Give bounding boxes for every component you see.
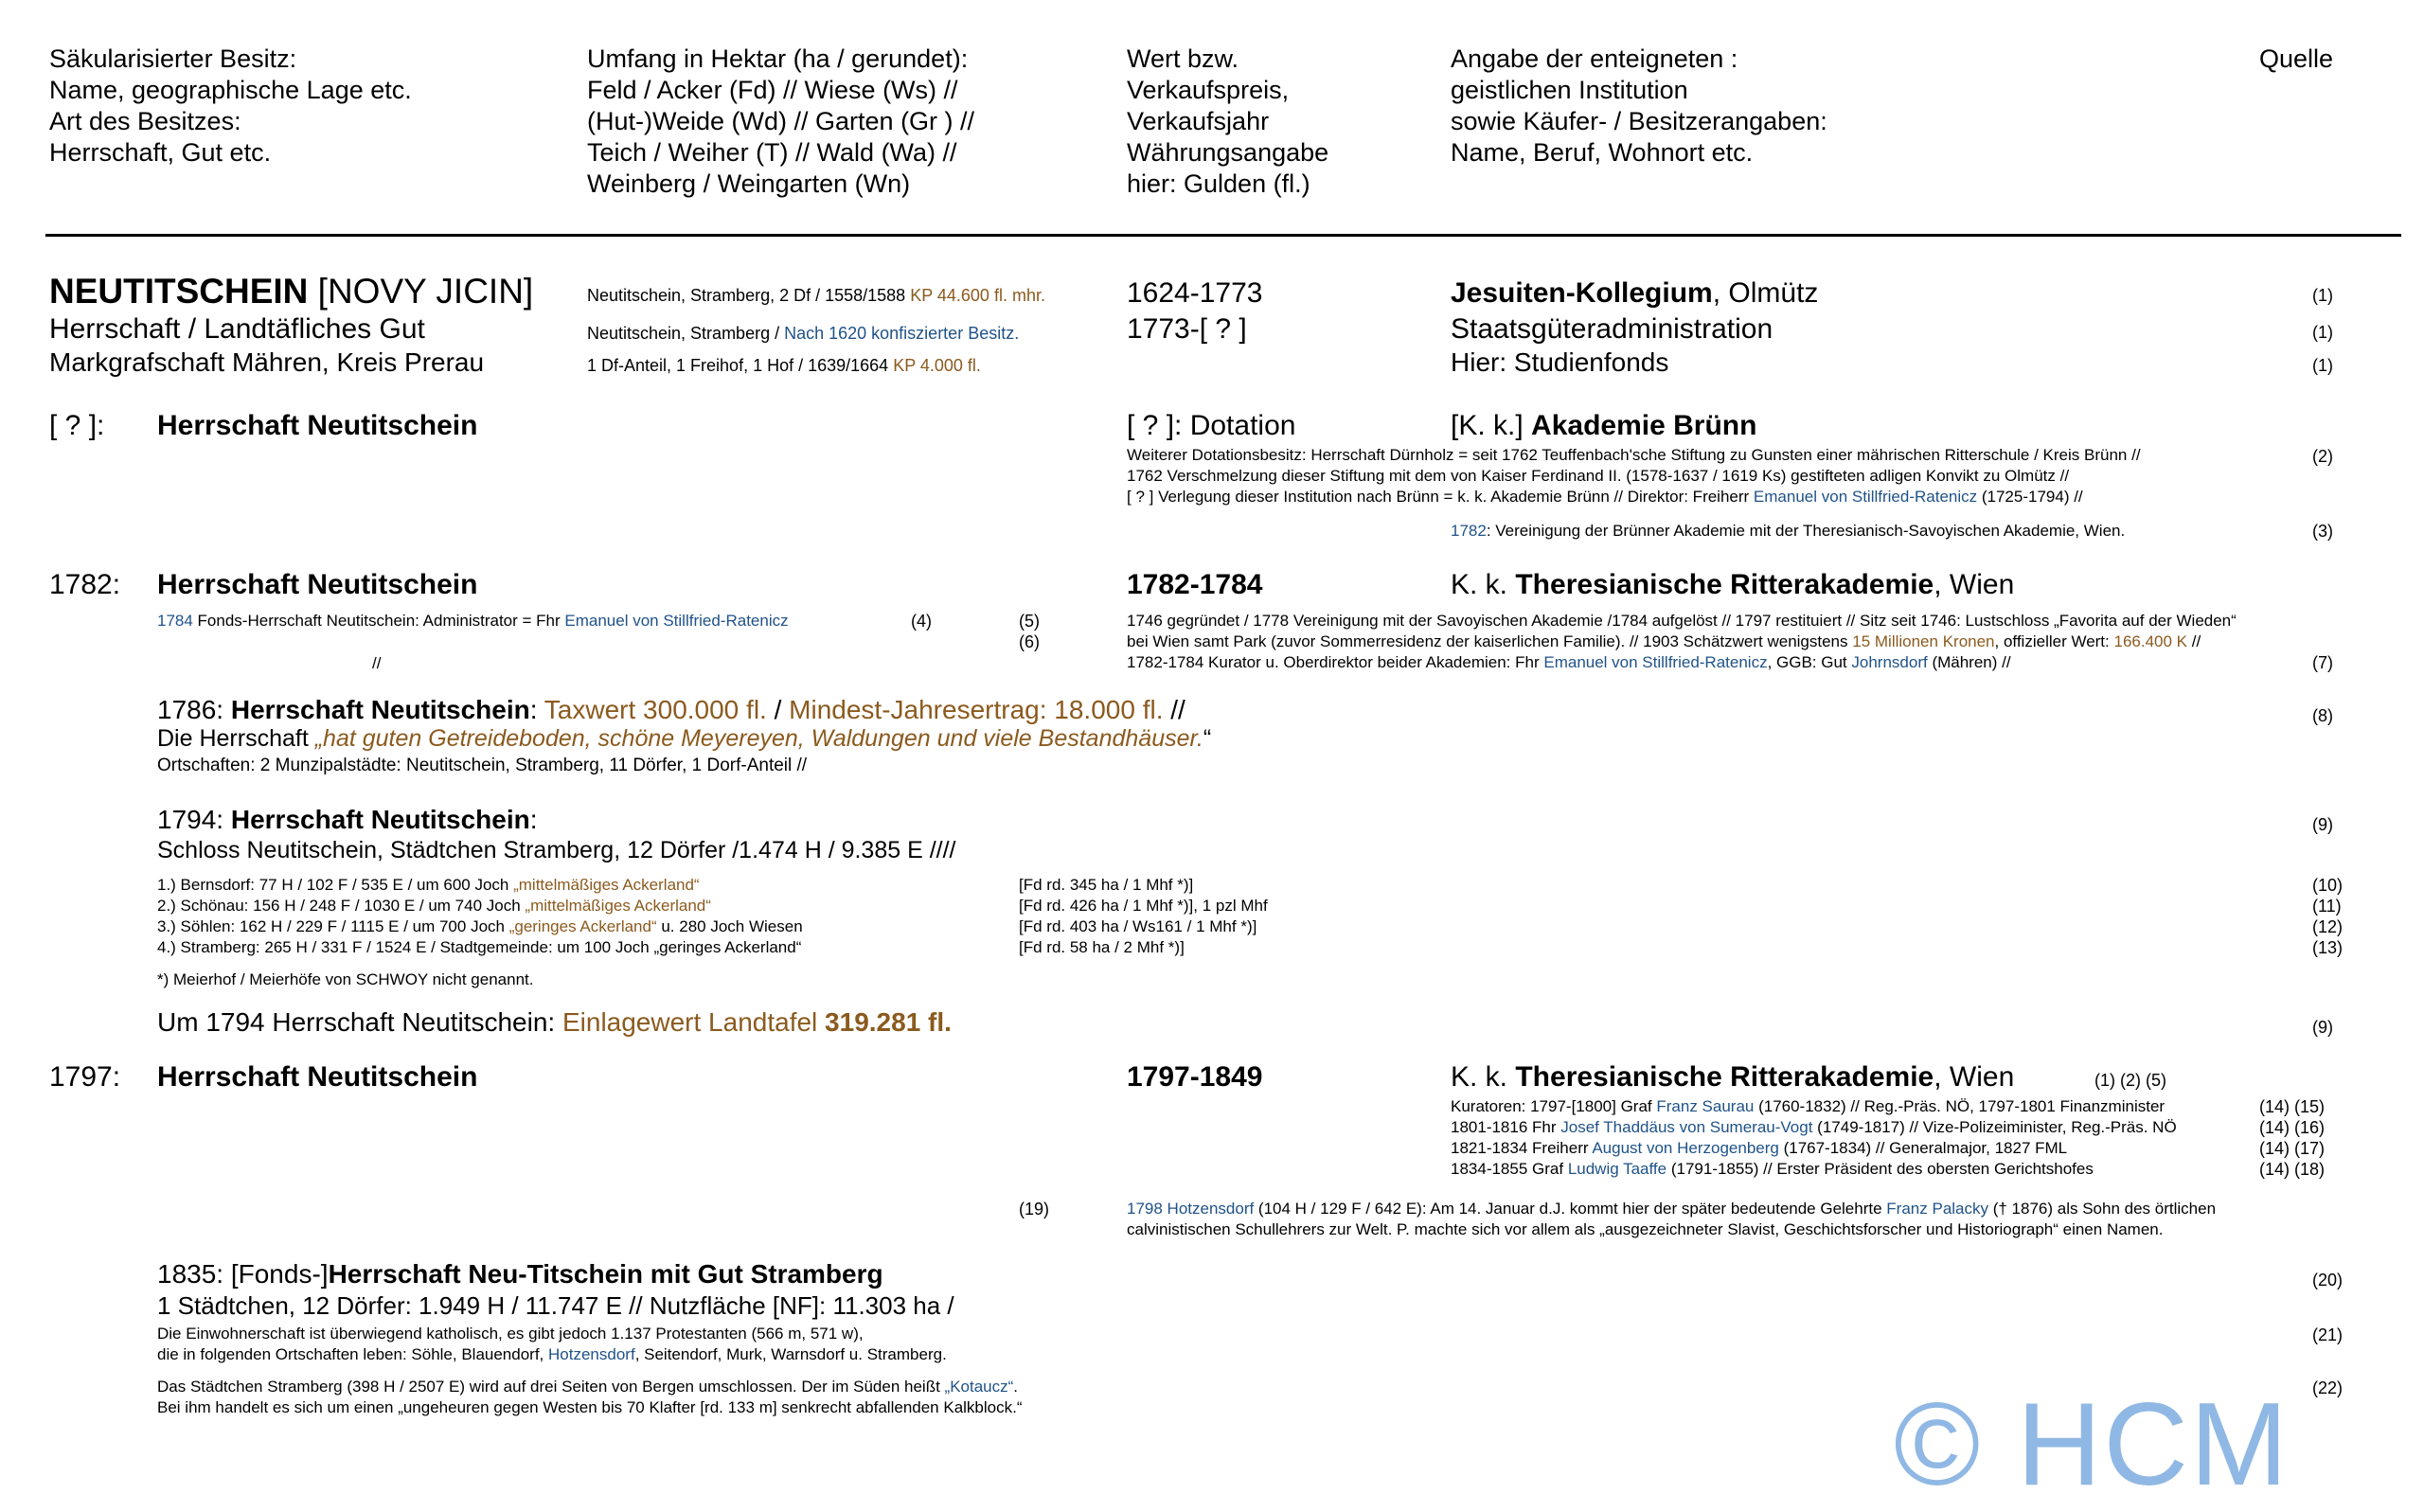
- header-col-extent: [587, 44, 974, 200]
- village-field: [Fd rd. 58 ha / 2 Mhf *)]: [1019, 938, 1185, 956]
- owner-place: , Wien: [1934, 569, 2015, 600]
- text: K. k.: [1451, 569, 1516, 600]
- text: :: [529, 805, 538, 834]
- header-text: Herrschaft, Gut etc.: [49, 138, 272, 167]
- year: 1782: [1451, 522, 1487, 540]
- header-text: sowie Käufer- / Besitzerangaben:: [1451, 107, 1827, 135]
- header-text: Teich / Weiher (T) // Wald (Wa) //: [587, 138, 957, 167]
- detail-line: [157, 1344, 947, 1365]
- confiscation-note: Nach 1620 konfiszierter Besitz.: [784, 324, 1020, 343]
- section-years: 1797-1849: [1127, 1061, 1263, 1093]
- block-1835-line1: [157, 1259, 883, 1290]
- extent-line3: [587, 355, 981, 376]
- text: 1794:: [157, 805, 231, 834]
- village-row: [157, 896, 711, 916]
- header-text: Umfang in Hektar (ha / gerundet):: [587, 44, 969, 73]
- curator-row: [1451, 1159, 2094, 1180]
- text: die in folgenden Ortschaften leben: Söhle, Blauendorf,: [157, 1345, 549, 1363]
- block-1786-line2: [157, 725, 1211, 753]
- person-name: Emanuel von Stillfried-Ratenicz: [1543, 653, 1768, 671]
- owner-name: Theresianische Ritterakademie: [1515, 569, 1934, 600]
- year: 1784: [157, 612, 193, 630]
- text: : Vereinigung der Brünner Akademie mit der Theresianisch-Savoyischen Akademie, Wien.: [1486, 522, 2126, 540]
- detail-line: [1127, 652, 2011, 673]
- detail-line: 1762 Verschmelzung dieser Stiftung mit dem von Kaiser Ferdinand II. (1578-1637 / 1619 Ks) gestifteten adligen Konvikt zu Olmütz //: [1127, 467, 2070, 485]
- detail-line: Die Einwohnerschaft ist überwiegend katholisch, es gibt jedoch 1.137 Protestanten (566 m, 571 w),: [157, 1325, 864, 1343]
- text: u. 280 Joch Wiesen: [656, 917, 803, 935]
- source-ref: (9): [2312, 815, 2333, 834]
- header-text: (Hut-)Weide (Wd) // Garten (Gr ) //: [587, 107, 975, 135]
- note-line: [157, 611, 789, 631]
- text: bei Wien samt Park (zuvor Sommerresidenz der kaiserlichen Familie). // 1903 Schätzwert wenigstens: [1127, 632, 1853, 650]
- header-text: Name, geographische Lage etc.: [49, 76, 412, 104]
- header-text: Währungsangabe: [1127, 138, 1329, 167]
- detail-line: 1746 gegründet / 1778 Vereinigung mit der Savoyischen Akademie /1784 aufgelöst // 1797 restituiert // Sitz seit 1746: Lustschloss „Favorita auf der Wieden“: [1127, 612, 2237, 630]
- place-name: Johrnsdorf: [1851, 653, 1928, 671]
- curator-row: [1451, 1138, 2067, 1159]
- source-ref: (6): [1019, 632, 1040, 651]
- text: [ ? ] Verlegung dieser Institution nach Brünn = k. k. Akademie Brünn // Direktor: Freiherr: [1127, 488, 1754, 506]
- estate-name: Herrschaft Neu-Titschein mit Gut Stramberg: [328, 1259, 883, 1289]
- header-text: Weinberg / Weingarten (Wn): [587, 169, 911, 198]
- source-ref: (4): [911, 612, 932, 631]
- text: K. k.: [1451, 1061, 1516, 1093]
- years-2: 1773-[ ? ]: [1127, 313, 1247, 345]
- soil-quality: „mittelmäßiges Ackerland“: [525, 897, 711, 915]
- separator-slashes: //: [372, 654, 382, 672]
- source-refs: (1) (2) (5): [2094, 1071, 2166, 1090]
- title-alt-name: [NOVY JICIN]: [308, 272, 534, 311]
- value: 166.400 K: [2113, 632, 2187, 650]
- extent-line1: [587, 285, 1045, 306]
- owner-place: , Wien: [1934, 1061, 2015, 1093]
- text: 1786:: [157, 695, 231, 724]
- source-ref: (8): [2312, 706, 2333, 725]
- source-ref: (20): [2312, 1271, 2344, 1290]
- section-label: [ ? ]:: [49, 410, 105, 441]
- section-owner: [1451, 409, 1756, 443]
- source-ref: (22): [2312, 1379, 2344, 1397]
- text: “: [1203, 725, 1212, 752]
- soil-quality: „geringes Ackerland“: [508, 917, 657, 935]
- text: [K. k.]: [1451, 410, 1532, 441]
- header-col-source: Quelle: [2259, 44, 2334, 73]
- section-years: 1782-1784: [1127, 569, 1263, 600]
- source-refs: (14) (16): [2259, 1118, 2326, 1137]
- block-1794-line2: Schloss Neutitschein, Städtchen Stramberg, 12 Dörfer /1.474 H / 9.385 E ////: [157, 837, 956, 863]
- source-ref: (10): [2312, 876, 2344, 895]
- purchase-price: KP 4.000 fl.: [893, 356, 981, 375]
- value: 319: [825, 1007, 869, 1037]
- page-title: [49, 272, 533, 311]
- owner-1: [1451, 276, 1818, 311]
- footnote: *) Meierhof / Meierhöfe von SCHWOY nicht genannt.: [157, 970, 534, 988]
- owner-name: Jesuiten-Kollegium: [1451, 277, 1713, 309]
- source-ref: (5): [1019, 612, 1040, 631]
- detail-line: [157, 1377, 1018, 1397]
- text: 2.) Schönau: 156 H / 248 F / 1030 E / um 740 Joch: [157, 897, 526, 915]
- text: Kuratoren: 1797-[1800] Graf: [1451, 1097, 1657, 1115]
- text: (Mähren) //: [1927, 653, 2011, 671]
- source-refs: (14) (15): [2259, 1097, 2326, 1116]
- header-text: Säkularisierter Besitz:: [49, 44, 297, 73]
- section-label: 1782:: [49, 569, 121, 600]
- block-1794-value: [157, 1007, 952, 1038]
- header-text: Verkaufsjahr: [1127, 107, 1270, 135]
- person-name: Franz Palacky: [1886, 1200, 1988, 1218]
- place-name: 1798 Hotzensdorf: [1127, 1200, 1255, 1218]
- village-field: [Fd rd. 403 ha / Ws161 / 1 Mhf *)]: [1019, 917, 1257, 935]
- value-label: Einlagewert Landtafel: [561, 1007, 826, 1037]
- source-ref: (13): [2312, 938, 2344, 957]
- text: , Seitendorf, Murk, Warnsdorf u. Stramberg.: [634, 1345, 947, 1363]
- person-name: August von Herzogenberg: [1592, 1139, 1779, 1157]
- source-ref: (11): [2312, 897, 2342, 916]
- person-name: Emanuel von Stillfried-Ratenicz: [1753, 488, 1978, 506]
- title-line2: Herrschaft / Landtäfliches Gut: [49, 313, 425, 345]
- header-col-name: [49, 44, 412, 169]
- text: (1760-1832) // Reg.-Präs. NÖ, 1797-1801 Finanzminister: [1754, 1097, 2166, 1115]
- section-label: 1797:: [49, 1061, 121, 1093]
- detail-line: calvinistischen Schullehrers zur Welt. P. machte sich vor allem als „ausgezeichneter Slavist, Geschichtsforscher und Historiograph“ einen Namen.: [1127, 1220, 2164, 1238]
- text: Neutitschein, Stramberg /: [587, 324, 785, 343]
- owner-3: Hier: Studienfonds: [1451, 347, 1669, 377]
- header-text: Feld / Acker (Fd) // Wiese (Ws) //: [587, 76, 958, 104]
- text: 3.) Söhlen: 162 H / 229 F / 1115 E / um 700 Joch: [157, 917, 509, 935]
- estate-name: Herrschaft Neutitschein: [230, 695, 530, 724]
- text: 1834-1855 Graf: [1451, 1160, 1568, 1178]
- section-title: Herrschaft Neutitschein: [157, 569, 478, 600]
- source-refs: (14) (18): [2259, 1160, 2326, 1179]
- source-ref: (19): [1019, 1200, 1050, 1218]
- village-field: [Fd rd. 345 ha / 1 Mhf *)]: [1019, 876, 1194, 894]
- source-ref: (1): [2312, 286, 2333, 305]
- place-name: „Kotaucz“: [944, 1378, 1014, 1396]
- village-field: [Fd rd. 426 ha / 1 Mhf *)], 1 pzl Mhf: [1019, 897, 1268, 915]
- detail-line: Weiterer Dotationsbesitz: Herrschaft Dürnholz = seit 1762 Teuffenbach'sche Stiftung zu Gunsten einer mährischen Ritterschule / Kreis Brünn //: [1127, 446, 2141, 464]
- text: :: [529, 695, 544, 724]
- text: 1782-1784 Kurator u. Oberdirektor beider Akademien: Fhr: [1127, 653, 1544, 671]
- section-title: Herrschaft Neutitschein: [157, 410, 478, 441]
- text: //: [1163, 695, 1185, 724]
- text: 4.) Stramberg: 265 H / 331 F / 1524 E / Stadtgemeinde: um 100 Joch „geringes Ackerland“: [157, 938, 802, 956]
- text: 1835: [Fonds-]: [157, 1259, 329, 1289]
- header-text: Verkaufspreis,: [1127, 76, 1290, 104]
- text: 1.) Bernsdorf: 77 H / 102 F / 535 E / um 600 Joch: [157, 876, 514, 894]
- source-ref: (12): [2312, 917, 2344, 936]
- source-ref: (3): [2312, 522, 2333, 541]
- block-1786-line3: Ortschaften: 2 Munzipalstädte: Neutitschein, Stramberg, 11 Dörfer, 1 Dorf-Anteil //: [157, 756, 808, 775]
- section-value: [ ? ]: Dotation: [1127, 410, 1296, 441]
- header-col-value: [1127, 44, 1328, 200]
- estate-name: Herrschaft Neutitschein: [230, 805, 530, 834]
- person-name: Josef Thaddäus von Sumerau-Vogt: [1560, 1118, 1813, 1136]
- header-text: geistlichen Institution: [1451, 76, 1688, 104]
- text: .: [1013, 1378, 1019, 1396]
- detail-line: [1127, 631, 2201, 652]
- text: Neutitschein, Stramberg, 2 Df / 1558/1588: [587, 286, 911, 305]
- owner-name: Theresianische Ritterakademie: [1515, 1061, 1934, 1093]
- header-divider: [45, 234, 2401, 237]
- source-ref: (1): [2312, 356, 2333, 375]
- text: , offizieller Wert:: [1994, 632, 2114, 650]
- source-ref: (21): [2312, 1325, 2344, 1344]
- text: 1 Df-Anteil, 1 Freihof, 1 Hof / 1639/1664: [587, 356, 894, 375]
- header-text: Art des Besitzes:: [49, 107, 241, 135]
- text: (1767-1834) // Generalmajor, 1827 FML: [1778, 1139, 2068, 1157]
- text: († 1876) als Sohn des örtlichen: [1988, 1200, 2217, 1218]
- quote: „hat guten Getreideboden, schöne Meyereyen, Waldungen und viele Bestandhäuser.: [314, 725, 1203, 752]
- source-ref: (2): [2312, 447, 2333, 466]
- block-1835-line2: 1 Städtchen, 12 Dörfer: 1.949 H / 11.747 E // Nutzfläche [NF]: 11.303 ha /: [157, 1291, 954, 1320]
- block-1786-line1: [157, 695, 1185, 725]
- section-owner: [1451, 1060, 2014, 1094]
- source-ref: (1): [2312, 323, 2333, 342]
- block-1794-line1: [157, 805, 538, 835]
- header-text: hier: Gulden (fl.): [1127, 169, 1310, 198]
- source-ref: (7): [2312, 653, 2333, 672]
- text: /: [766, 695, 790, 724]
- detail-line: [1451, 521, 2125, 542]
- text: 1821-1834 Freiherr: [1451, 1139, 1593, 1157]
- title-name: NEUTITSCHEIN: [49, 272, 309, 311]
- detail-line: [1127, 1199, 2216, 1219]
- text: , GGB: Gut: [1767, 653, 1852, 671]
- source-refs: (14) (17): [2259, 1139, 2326, 1158]
- text: Um 1794 Herrschaft Neutitschein:: [157, 1007, 562, 1037]
- value: .281 fl.: [868, 1007, 952, 1037]
- text: 1801-1816 Fhr: [1451, 1118, 1561, 1136]
- detail-line: Bei ihm handelt es sich um einen „ungeheuren gegen Westen bis 70 Klafter [rd. 133 m] senkrecht abfallenden Kalkblock.“: [157, 1398, 1023, 1416]
- owner-2: Staatsgüteradministration: [1451, 313, 1773, 345]
- curator-row: [1451, 1117, 2177, 1138]
- header-col-owner: [1451, 44, 1827, 169]
- value: Taxwert 300.000 fl.: [544, 695, 767, 724]
- header-text: Wert bzw.: [1127, 44, 1239, 73]
- header-text: Angabe der enteigneten :: [1451, 44, 1738, 73]
- person-name: Ludwig Taaffe: [1567, 1160, 1667, 1178]
- person-name: Franz Saurau: [1656, 1097, 1755, 1115]
- purchase-price: KP 44.600 fl. mhr.: [910, 286, 1045, 305]
- text: (1749-1817) // Vize-Polizeiminister, Reg.-Präs. NÖ: [1812, 1118, 2177, 1136]
- village-row: [157, 937, 801, 958]
- owner-name: Akademie Brünn: [1531, 410, 1757, 441]
- source-ref: (9): [2312, 1018, 2333, 1037]
- value: 15 Millionen Kronen: [1852, 632, 1995, 650]
- curator-row: [1451, 1096, 2165, 1117]
- place-name: Hotzensdorf: [548, 1345, 635, 1363]
- section-owner: [1451, 568, 2014, 602]
- copyright-watermark: © HCM: [1894, 1379, 2290, 1510]
- text: (1725-1794) //: [1977, 488, 2083, 506]
- text: (104 H / 129 F / 642 E): Am 14. Januar d.J. kommt hier der später bedeutende Gelehrte: [1254, 1200, 1887, 1218]
- village-row: [157, 916, 803, 937]
- extent-line2: [587, 323, 1019, 344]
- owner-place: , Olmütz: [1712, 277, 1819, 309]
- value: Mindest-Jahresertrag: 18.000 fl.: [789, 695, 1164, 724]
- years-1: 1624-1773: [1127, 277, 1263, 309]
- text: //: [2187, 632, 2201, 650]
- village-row: [157, 875, 700, 896]
- text: Das Städtchen Stramberg (398 H / 2507 E) wird auf drei Seiten von Bergen umschlossen. Der im Süden heißt: [157, 1378, 945, 1396]
- text: Fonds-Herrschaft Neutitschein: Administrator = Fhr: [192, 612, 565, 630]
- title-line3: Markgrafschaft Mähren, Kreis Prerau: [49, 347, 485, 377]
- detail-line: [1127, 487, 2083, 507]
- text: Die Herrschaft: [157, 725, 315, 752]
- section-title: Herrschaft Neutitschein: [157, 1061, 478, 1093]
- header-text: Name, Beruf, Wohnort etc.: [1451, 138, 1754, 167]
- person-name: Emanuel von Stillfried-Ratenicz: [564, 612, 789, 630]
- text: (1791-1855) // Erster Präsident des obersten Gerichtshofes: [1666, 1160, 2094, 1178]
- soil-quality: „mittelmäßiges Ackerland“: [513, 876, 700, 894]
